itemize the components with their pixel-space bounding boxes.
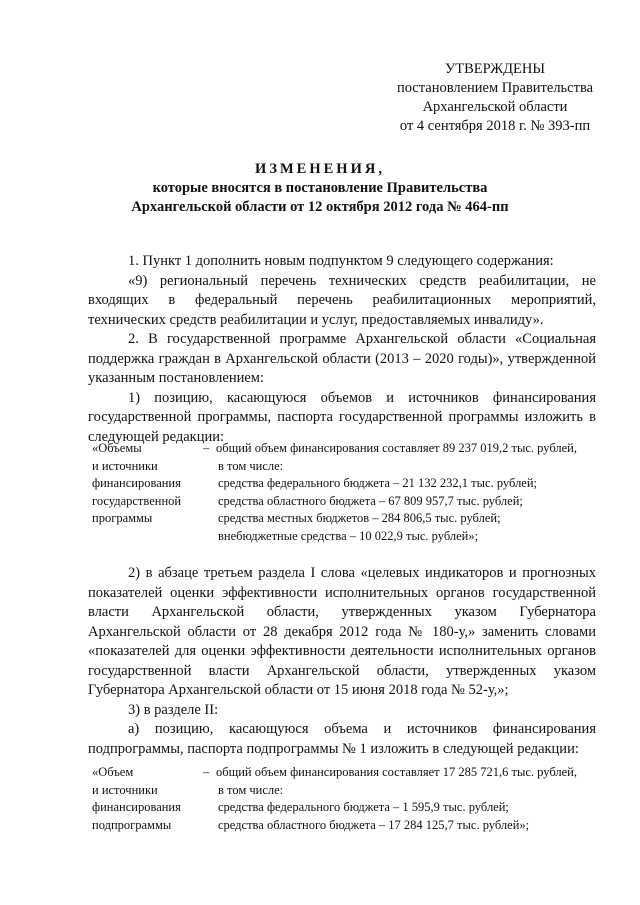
financing-values <box>216 440 596 545</box>
total-line: общий объем финансирования составляет 17 285 721,6 тыс. рублей, <box>216 765 577 779</box>
approval-stamp <box>360 60 630 136</box>
title-main: ИЗМЕНЕНИЯ, <box>255 161 385 177</box>
approval-line: Архангельской области <box>422 99 568 115</box>
dash-separator: – <box>203 441 210 455</box>
title-line: которые вносятся в постановление Правительства <box>152 180 488 196</box>
financing-values <box>216 764 596 834</box>
paragraph-item-2: 2. В государственной программе Архангельской области «Социальная поддержка граждан в Архангельской области (2013 – 2020 годы)», утвержденной указанным постановлением: <box>88 331 596 386</box>
financing-label: «Объем и источники финансирования подпрограммы <box>92 765 181 832</box>
section-two <box>88 564 596 759</box>
section-one <box>88 252 596 447</box>
financing-block-1 <box>88 440 596 550</box>
paragraph-sub-3a: а) позицию, касающуюся объема и источников финансирования подпрограммы, паспорта подпрограммы № 1 изложить в следующей редакции: <box>88 721 596 757</box>
financing-label: «Объемы и источники финансирования государственной программы <box>92 441 182 525</box>
financing-block-2 <box>88 764 596 844</box>
value-line: средства федерального бюджета – 21 132 232,1 тыс. рублей; <box>218 476 538 490</box>
document-title <box>60 160 580 217</box>
dash-separator: – <box>203 765 210 779</box>
approval-line: постановлением Правительства <box>396 80 594 96</box>
value-line: внебюджетные средства – 10 022,9 тыс. рублей»; <box>218 528 479 543</box>
total-line: общий объем финансирования составляет 89 237 019,2 тыс. рублей, <box>216 441 577 455</box>
value-line: средства федерального бюджета – 1 595,9 тыс. рублей; <box>218 800 509 814</box>
value-line: средства областного бюджета – 17 284 125,7 тыс. рублей»; <box>218 817 530 832</box>
approval-heading: УТВЕРЖДЕНЫ <box>444 61 546 77</box>
paragraph-sub-2: 2) в абзаце третьем раздела I слова «целевых индикаторов и прогнозных показателей оценки эффективности исполнительных органов государственной власти Архангельской области, утвержденных указом Губернатора Архангельской области от 28 декабря 2012 года № 180-у,» заменить словами «показателей для оценки эффективности деятельности исполнительных органов государственной власти Архангельской области, утвержденных указом Губернатора Архангельской области от 15 июня 2018 года № 52-у,»; <box>88 565 596 698</box>
value-line: в том числе: <box>218 782 284 797</box>
approval-date: от 4 сентября 2018 г. № 393-пп <box>399 118 591 134</box>
title-line: Архангельской области от 12 октября 2012 года № 464-пп <box>131 199 509 215</box>
paragraph-quote: «9) региональный перечень технических средств реабилитации, не входящих в федеральный перечень реабилитационных мероприятий, технических средств реабилитации и услуг, предоставляемых инвалиду». <box>88 272 596 328</box>
paragraph-item-1: 1. Пункт 1 дополнить новым подпунктом 9 следующего содержания: <box>128 253 554 269</box>
value-line: средства местных бюджетов – 284 806,5 тыс. рублей; <box>218 511 501 525</box>
value-line: средства областного бюджета – 67 809 957,7 тыс. рублей; <box>218 493 523 508</box>
paragraph-sub-3: 3) в разделе II: <box>128 701 219 718</box>
paragraph-sub-1: 1) позицию, касающуюся объемов и источников финансирования государственной программы, паспорта государственной программы изложить в следующей редакции: <box>88 389 596 445</box>
value-line: в том числе: <box>218 458 284 473</box>
